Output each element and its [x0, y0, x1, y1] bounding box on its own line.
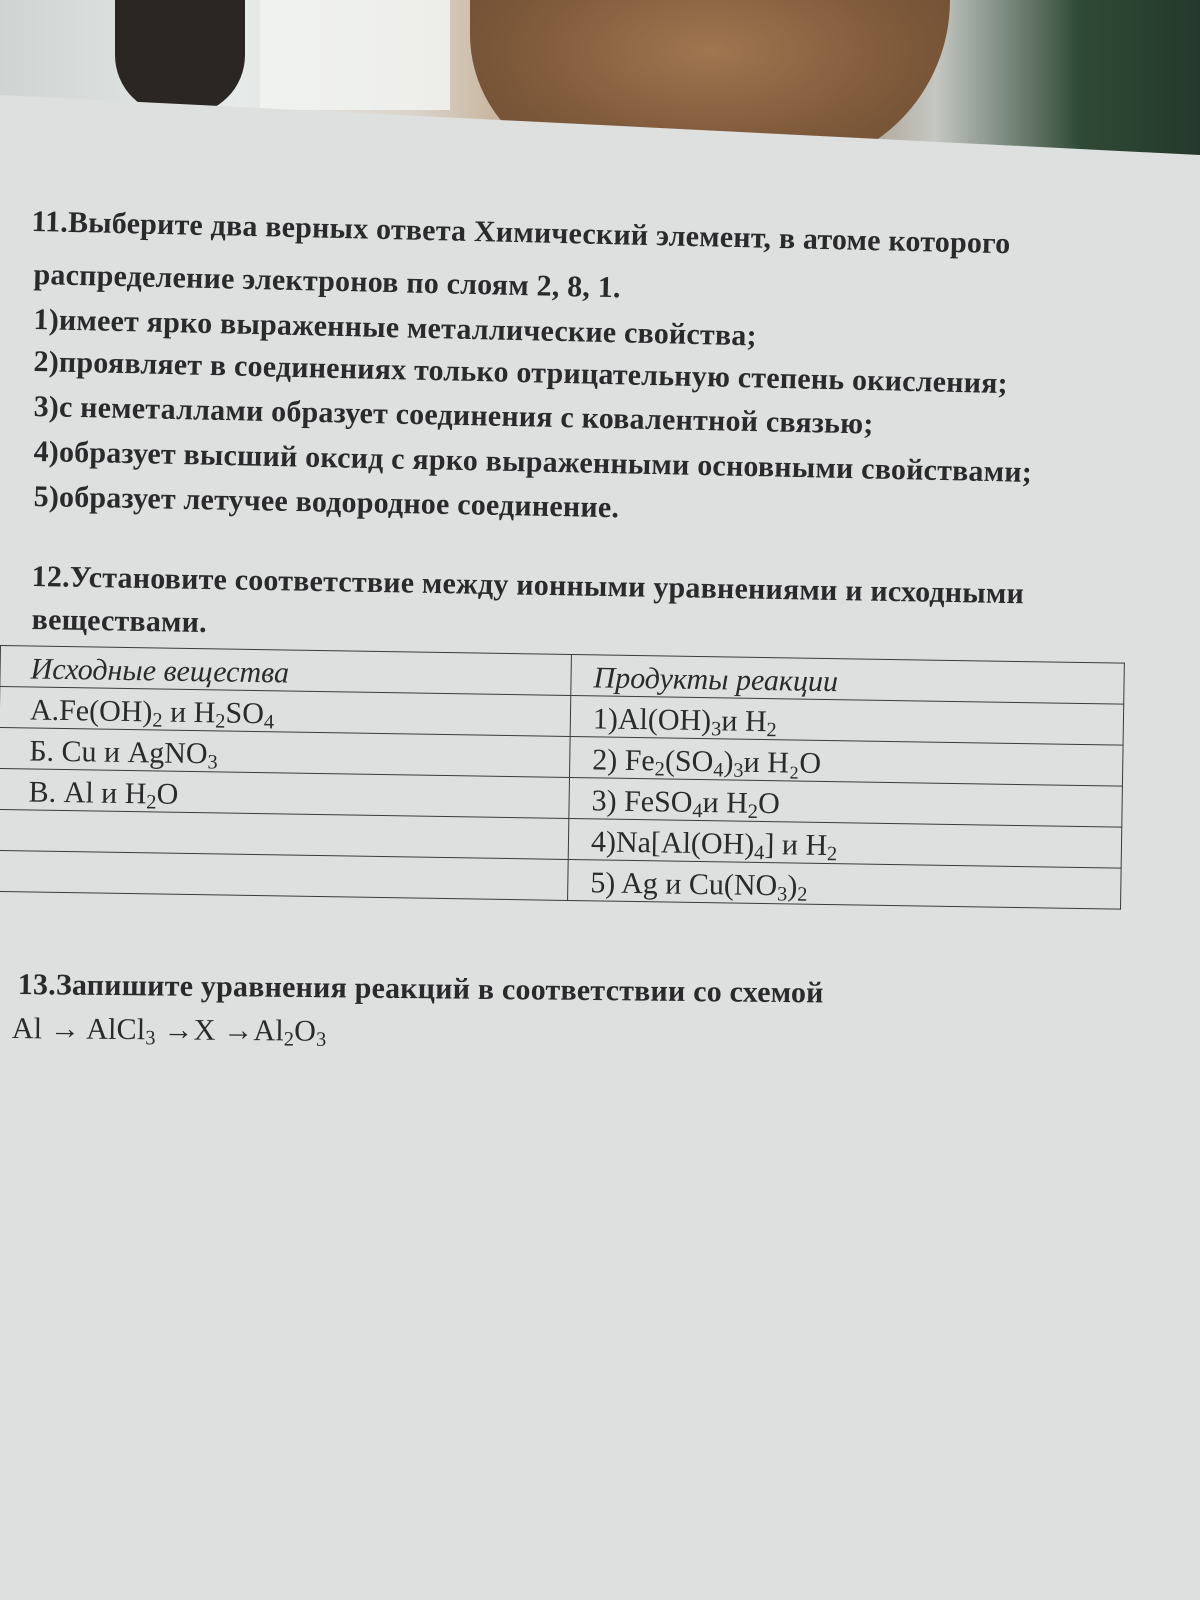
header-products: Продукты реакции: [571, 654, 1125, 704]
q11-option-3: 3)с неметаллами образует соединения с ковалентной связью;: [33, 390, 874, 441]
matching-table: [0, 645, 1125, 910]
q12-title: 12.Установите соответствие между ионными уравнениями и исходными: [31, 560, 1025, 611]
matching-table-wrap: [0, 645, 1125, 910]
product-4: $4)Na[Al(OH)_4]$ и $H_2$: [568, 818, 1122, 868]
reactant-a: $А.Fe(OH)_2$ и $H_2SO_4$: [0, 687, 571, 737]
q13-scheme: Al → AlCl$_3$ $\to X \to Al_2O_3$: [11, 1012, 327, 1051]
q12-title-line2: веществами.: [31, 603, 208, 640]
q11-title: 11.Выберите два верных ответа Химический элемент, в атоме которого: [31, 205, 1011, 261]
q11-option-2: 2)проявляет в соединениях только отрицательную степень окисления;: [33, 345, 1009, 401]
reactant-b: Б. Cu и AgNO$_3$: [0, 727, 570, 777]
q13-title: 13.Запишите уравнения реакций в соответствии со схемой: [17, 968, 824, 1010]
product-2: 2) $Fe_2(SO_4)_3и$ H₂O: [569, 736, 1123, 786]
header-reactants: Исходные вещества: [0, 646, 571, 696]
product-1: $1)Al(OH)_3и$ $H_2$: [570, 695, 1124, 745]
reactant-c: В. Al и $H_2O$: [0, 768, 569, 818]
product-3: 3) FeSO$_4$и $H_2O$: [569, 777, 1123, 827]
q11-title-line2: распределение электронов по слоям 2, 8, 1.: [33, 258, 622, 305]
product-5: 5) Ag и $Cu(NO_3)_2$: [568, 859, 1122, 909]
reactant-empty-2: [0, 850, 568, 900]
q11-option-5: 5)образует летучее водородное соединение.: [33, 480, 620, 525]
q11-option-1: 1)имеет ярко выраженные металлические свойства;: [33, 303, 758, 353]
q11-option-4: 4)образует высший оксид с ярко выраженными основными свойствами;: [33, 435, 1033, 489]
